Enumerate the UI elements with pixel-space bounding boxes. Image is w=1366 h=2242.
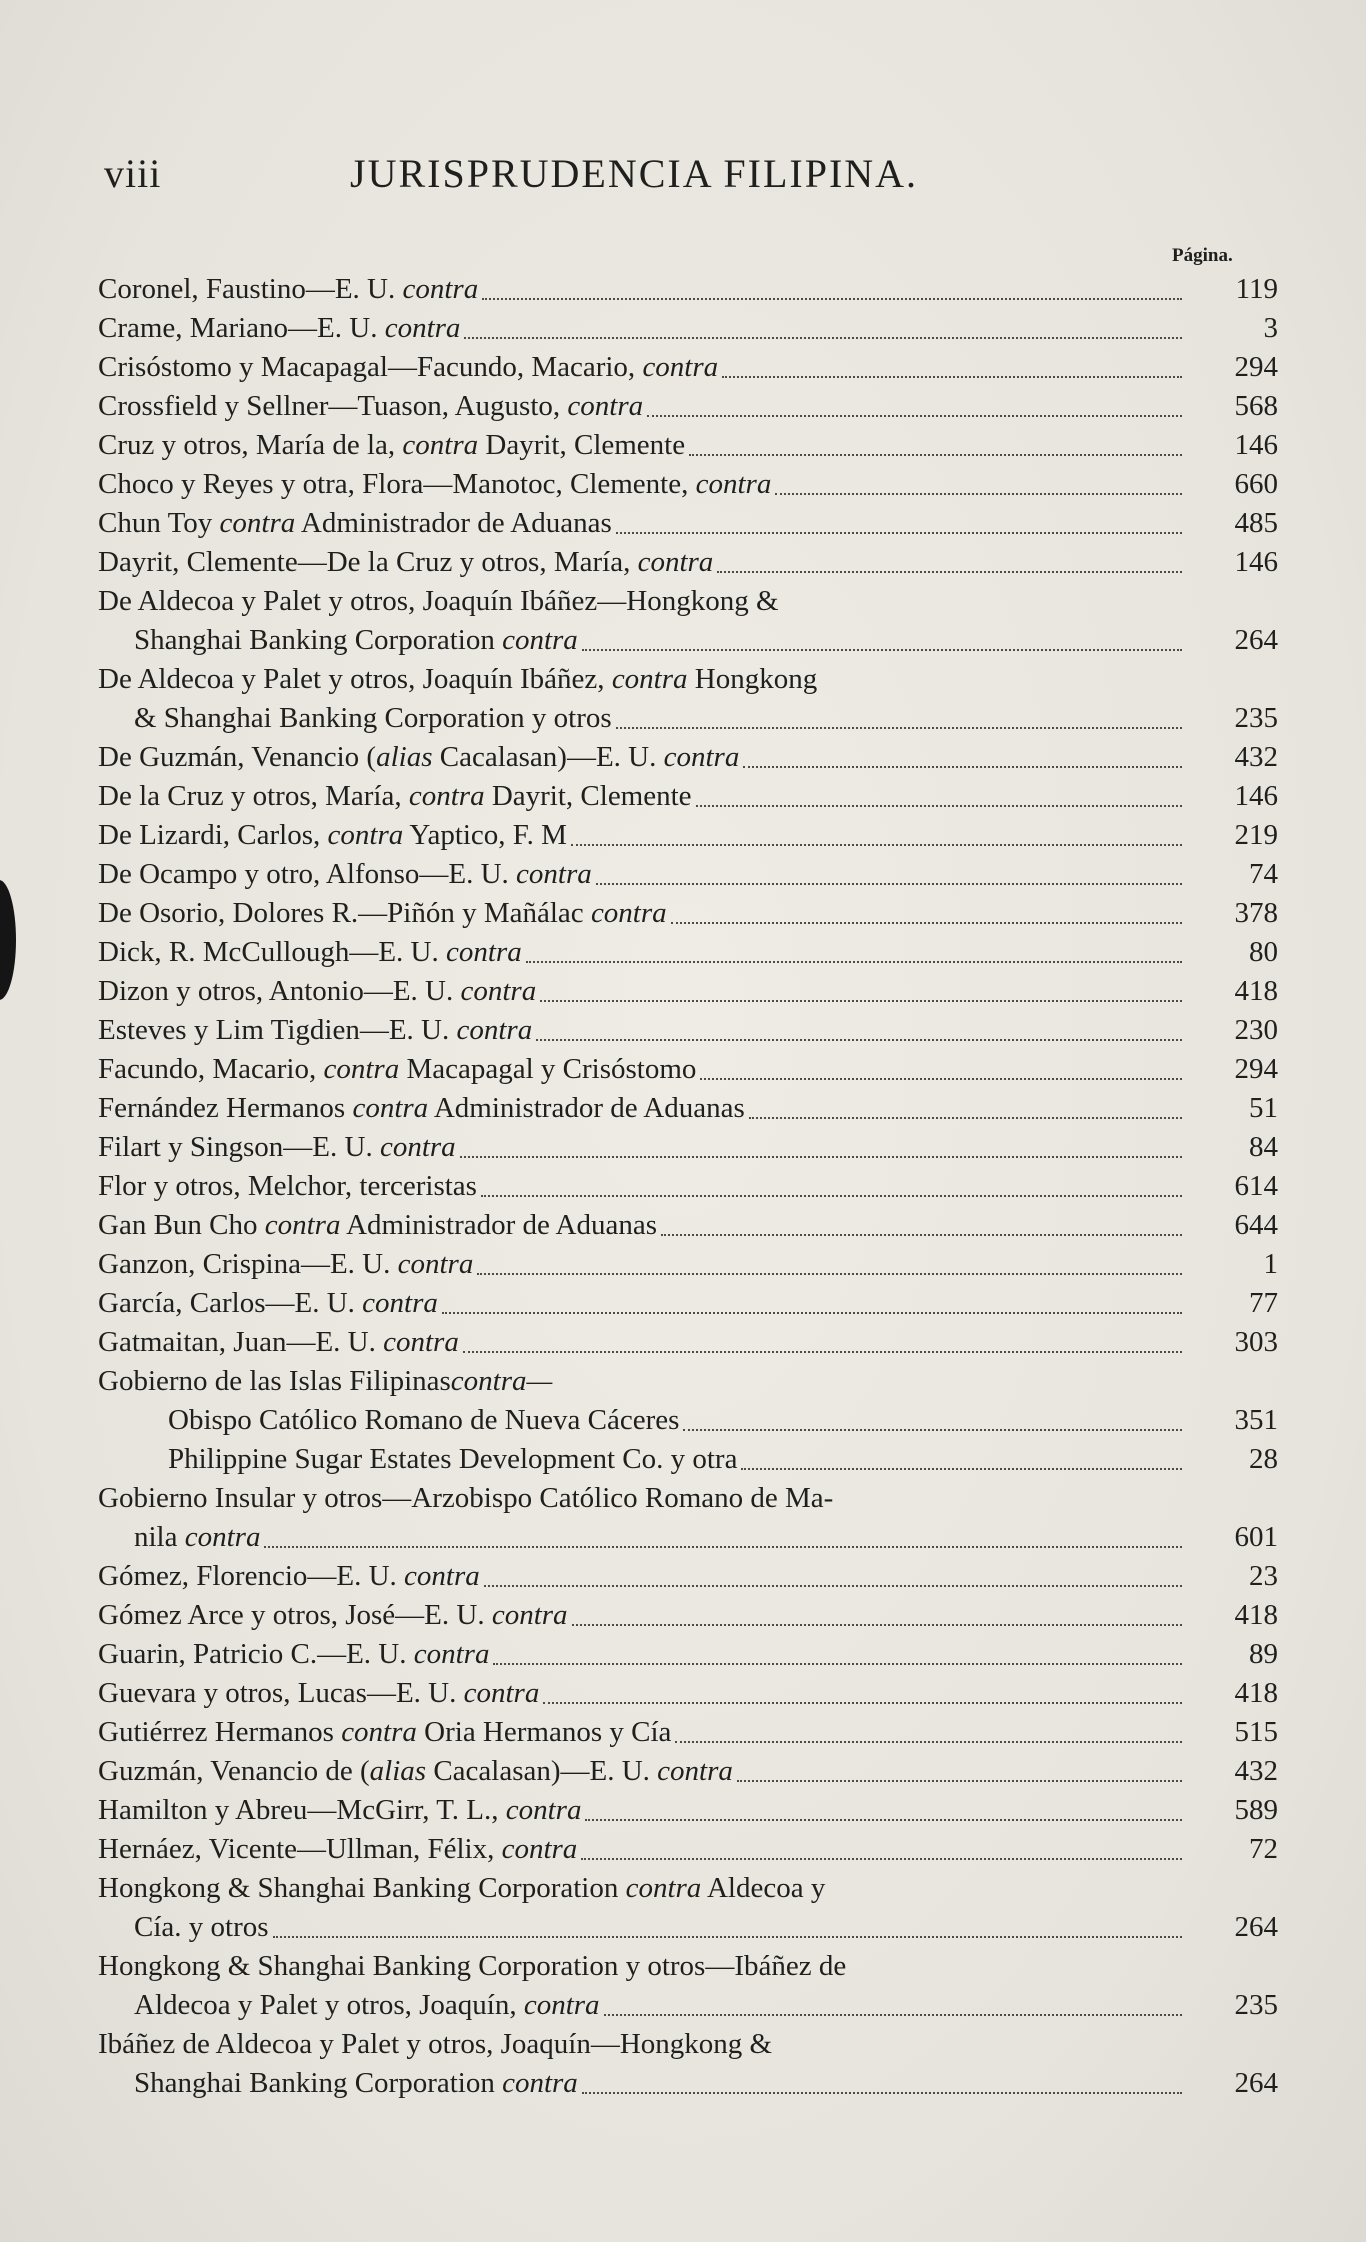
dot-leader [273, 1936, 1182, 1938]
entry-text-wrap [98, 1596, 568, 1635]
entry-line-1 [98, 660, 1278, 699]
dot-leader [543, 1702, 1182, 1704]
page-number: 264 [1234, 1911, 1278, 1943]
entry-text-wrap [98, 738, 739, 777]
page-number: 230 [1234, 1014, 1278, 1046]
index-entry [98, 582, 1278, 660]
entry-italic: contra [590, 897, 667, 929]
entry-text-wrap [98, 855, 592, 894]
entry-line-2 [98, 1908, 1278, 1947]
entry-italic: contra [516, 858, 592, 890]
page-number: 77 [1249, 1287, 1278, 1319]
entry-italic: contra [323, 1053, 400, 1085]
entry-italic: contra [384, 312, 461, 344]
index-subentry [98, 1401, 1278, 1440]
entry-text: De la Cruz y otros, María, [98, 780, 409, 812]
dot-leader [484, 1585, 1182, 1587]
entry-italic: contra [383, 1326, 459, 1358]
entry-text-wrap [98, 387, 643, 426]
dot-leader [689, 454, 1182, 456]
entry-italic: contra [463, 1677, 540, 1709]
entry-text-wrap [98, 426, 685, 465]
entry-text: Guarin, Patricio C.—E. U. [98, 1638, 414, 1670]
page-number: 264 [1234, 624, 1278, 656]
dot-leader [572, 1624, 1182, 1626]
entry-text-wrap [98, 1167, 477, 1206]
entry-text-wrap [134, 2064, 578, 2103]
entry-text: Obispo Católico Romano de Nueva Cáceres [168, 1404, 680, 1436]
page-number: 3 [1263, 312, 1278, 344]
dot-leader [604, 2014, 1182, 2016]
entry-text-wrap [98, 1830, 577, 1869]
dot-leader [675, 1741, 1182, 1743]
page-number: 303 [1234, 1326, 1278, 1358]
page-number: 660 [1234, 468, 1278, 500]
entry-text-wrap [134, 1908, 269, 1947]
index-entry [98, 1635, 1278, 1674]
dot-leader [477, 1273, 1182, 1275]
page-number: 89 [1249, 1638, 1278, 1670]
page-number: 84 [1249, 1131, 1278, 1163]
page-number: 264 [1234, 2067, 1278, 2099]
entry-line-2 [98, 621, 1278, 660]
entry-text: García, Carlos—E. U. [98, 1287, 363, 1319]
entry-text: Cía. y otros [134, 1911, 269, 1943]
entry-text-wrap [98, 1206, 657, 1245]
page-number: 568 [1234, 390, 1278, 422]
entry-italic: contra [352, 1092, 429, 1124]
entry-line-2 [98, 1518, 1278, 1557]
entry-text: Crossfield y Sellner—Tuason, Augusto, [98, 390, 568, 422]
entry-italic: contra [637, 546, 714, 578]
index-entry [98, 1947, 1278, 2025]
case-index [98, 270, 1278, 2103]
index-entry [98, 1089, 1278, 1128]
entry-text-wrap [98, 1011, 532, 1050]
entry-italic: contra [397, 1248, 474, 1280]
entry-italic: contra [408, 780, 485, 812]
page-number: 235 [1234, 1989, 1278, 2021]
entry-text: Dayrit, Clemente [484, 780, 692, 812]
entry-text: Dick, R. McCullough—E. U. [98, 936, 446, 968]
heading-text: Gobierno de las Islas Filipinas [98, 1365, 451, 1397]
entry-text-wrap [98, 1791, 581, 1830]
entry-italic: contra [327, 819, 404, 851]
entry-italic: alias [376, 741, 433, 773]
dot-leader [661, 1234, 1182, 1236]
dot-leader [741, 1468, 1182, 1470]
entry-italic: alias [369, 1755, 427, 1787]
page-number: 432 [1234, 741, 1278, 773]
entry-text-wrap [98, 1245, 473, 1284]
index-entry [98, 1791, 1278, 1830]
entry-text: Hamilton y Abreu—McGirr, T. L., [98, 1794, 506, 1826]
page-number: 418 [1234, 1677, 1278, 1709]
dot-leader [749, 1117, 1182, 1119]
dot-leader [775, 493, 1182, 495]
entry-text: Aldecoa y [701, 1872, 826, 1904]
entry-text: Administrador de Aduanas [295, 507, 612, 539]
dot-leader [463, 1351, 1182, 1353]
entry-italic: contra [611, 663, 688, 695]
entry-text: Fernández Hermanos [98, 1092, 353, 1124]
entry-line-2 [98, 1986, 1278, 2025]
entry-text: Dayrit, Clemente [478, 429, 686, 461]
index-entry [98, 1245, 1278, 1284]
index-entry [98, 972, 1278, 1011]
binding-shadow [0, 880, 16, 1000]
page-number: 418 [1234, 975, 1278, 1007]
dot-leader [743, 766, 1182, 768]
entry-text: Guzmán, Venancio de ( [98, 1755, 370, 1787]
entry-text-wrap [98, 1128, 456, 1167]
page-column-label: Página. [1172, 245, 1233, 266]
dot-leader [481, 1195, 1182, 1197]
page-number: 72 [1249, 1833, 1278, 1865]
entry-text: De Aldecoa y Palet y otros, Joaquín Ibáñez—Hongkong & [98, 585, 779, 617]
entry-text: Flor y otros, Melchor, terceristas [98, 1170, 477, 1202]
entry-text: Crame, Mariano—E. U. [98, 312, 385, 344]
index-entry [98, 1479, 1278, 1557]
index-entry [98, 504, 1278, 543]
entry-text-wrap [98, 1323, 459, 1362]
dot-leader [582, 649, 1182, 651]
page-number: 219 [1234, 819, 1278, 851]
entry-italic: contra [523, 1989, 600, 2021]
entry-line-2 [98, 699, 1278, 738]
entry-line-1 [98, 1947, 1278, 1986]
entry-text-wrap [98, 777, 692, 816]
entry-text: Administrador de Aduanas [340, 1209, 658, 1241]
index-entry [98, 816, 1278, 855]
dot-leader [585, 1819, 1182, 1821]
dot-leader [540, 1000, 1182, 1002]
entry-text-wrap [98, 1089, 745, 1128]
index-entry [98, 1167, 1278, 1206]
entry-text: Gutiérrez Hermanos [98, 1716, 342, 1748]
dot-leader [464, 337, 1182, 339]
entry-text: De Lizardi, Carlos, [98, 819, 328, 851]
entry-italic: contra [219, 507, 296, 539]
page-number: 146 [1234, 429, 1278, 461]
entry-line-1 [98, 2025, 1278, 2064]
entry-text-wrap [98, 309, 460, 348]
index-entry [98, 1869, 1278, 1947]
index-entry [98, 1674, 1278, 1713]
entry-italic: contra [663, 741, 740, 773]
entry-text: Filart y Singson—E. U. [98, 1131, 380, 1163]
dot-leader [264, 1546, 1182, 1548]
entry-text-wrap [168, 1440, 737, 1479]
entry-text: De Ocampo y otro, Alfonso—E. U. [98, 858, 517, 890]
index-entry [98, 543, 1278, 582]
dot-leader [647, 415, 1182, 417]
entry-text-wrap [98, 1635, 489, 1674]
entry-text: Gan Bun Cho [98, 1209, 265, 1241]
page-number: 294 [1234, 351, 1278, 383]
page-number: 23 [1249, 1560, 1278, 1592]
entry-italic: contra [642, 351, 719, 383]
entry-italic: contra [657, 1755, 733, 1787]
entry-text: Gómez, Florencio—E. U. [98, 1560, 405, 1592]
dot-leader [442, 1312, 1182, 1314]
index-entry [98, 1284, 1278, 1323]
page-number: 351 [1234, 1404, 1278, 1436]
entry-text-wrap [134, 1518, 260, 1557]
entry-italic: contra [404, 1560, 480, 1592]
entry-italic: contra [567, 390, 644, 422]
page-number: 378 [1234, 897, 1278, 929]
entry-text: Aldecoa y Palet y otros, Joaquín, [134, 1989, 524, 2021]
index-entry [98, 738, 1278, 777]
dot-leader [571, 844, 1182, 846]
entry-text: Cacalasan)—E. U. [432, 741, 664, 773]
entry-text: Dayrit, Clemente—De la Cruz y otros, María, [98, 546, 638, 578]
heading-italic: contra— [450, 1365, 553, 1397]
page-number: 515 [1234, 1716, 1278, 1748]
dot-leader [581, 1858, 1182, 1860]
entry-italic: contra [695, 468, 772, 500]
entry-italic: contra [341, 1716, 417, 1748]
entry-text-wrap [98, 972, 536, 1011]
page-number: 418 [1234, 1599, 1278, 1631]
entry-line-2 [98, 2064, 1278, 2103]
index-entry [98, 387, 1278, 426]
page-number: 80 [1249, 936, 1278, 968]
index-entry [98, 894, 1278, 933]
entry-text: Hongkong & Shanghai Banking Corporation y otros—Ibáñez de [98, 1950, 847, 1982]
entry-text: Shanghai Banking Corporation [134, 624, 503, 656]
entry-italic: contra [460, 975, 537, 1007]
entry-italic: contra [501, 1833, 578, 1865]
entry-text: Hernáez, Vicente—Ullman, Félix, [98, 1833, 502, 1865]
index-entry [98, 1830, 1278, 1869]
index-entry [98, 270, 1278, 309]
entry-italic: contra [379, 1131, 456, 1163]
entry-text: Philippine Sugar Estates Development Co. y otra [168, 1443, 738, 1475]
index-entry [98, 1713, 1278, 1752]
page-number: 51 [1249, 1092, 1278, 1124]
entry-text: Cruz y otros, María de la, [98, 429, 403, 461]
entry-text-wrap [98, 1284, 438, 1323]
entry-text: Hongkong & Shanghai Banking Corporation [98, 1872, 626, 1904]
dot-leader [536, 1039, 1182, 1041]
dot-leader [700, 1078, 1182, 1080]
entry-text-wrap [98, 1674, 539, 1713]
dot-leader [737, 1780, 1182, 1782]
entry-line-1 [98, 582, 1278, 621]
entry-text-wrap [98, 1557, 480, 1596]
entry-text: Cacalasan)—E. U. [426, 1755, 658, 1787]
index-subentry [98, 1440, 1278, 1479]
index-entry [98, 348, 1278, 387]
entry-text: Crisóstomo y Macapagal—Facundo, Macario, [98, 351, 643, 383]
index-entry [98, 1050, 1278, 1089]
page-number: 119 [1235, 273, 1278, 305]
entry-italic: contra [502, 2067, 578, 2099]
index-entry [98, 1323, 1278, 1362]
dot-leader [683, 1429, 1182, 1431]
dot-leader [696, 805, 1182, 807]
entry-text: Gobierno Insular y otros—Arzobispo Católico Romano de Ma- [98, 1482, 834, 1514]
page-number: 28 [1249, 1443, 1278, 1475]
dot-leader [482, 298, 1182, 300]
index-entry [98, 1011, 1278, 1050]
index-entry [98, 660, 1278, 738]
entry-text: Gatmaitan, Juan—E. U. [98, 1326, 384, 1358]
index-entry [98, 777, 1278, 816]
page-number: 1 [1263, 1248, 1278, 1280]
entry-line-1 [98, 1869, 1278, 1908]
entry-italic: contra [491, 1599, 568, 1631]
entry-text: De Guzmán, Venancio ( [98, 741, 377, 773]
entry-text: Administrador de Aduanas [428, 1092, 745, 1124]
entry-italic: contra [362, 1287, 438, 1319]
page-number: 644 [1234, 1209, 1278, 1241]
entry-italic: contra [402, 429, 479, 461]
index-entry [98, 1128, 1278, 1167]
running-title: JURISPRUDENCIA FILIPINA. [350, 151, 919, 196]
entry-text-wrap [98, 465, 771, 504]
entry-text: Ganzon, Crispina—E. U. [98, 1248, 398, 1280]
entry-text: Ibáñez de Aldecoa y Palet y otros, Joaquín—Hongkong & [98, 2028, 773, 2060]
dot-leader [596, 883, 1182, 885]
page-number: 146 [1234, 546, 1278, 578]
index-entry [98, 1206, 1278, 1245]
page-number: 146 [1234, 780, 1278, 812]
index-entry [98, 1596, 1278, 1635]
page-folio: viii [104, 151, 162, 196]
entry-italic: contra [446, 936, 522, 968]
page-number: 74 [1249, 858, 1278, 890]
page-number: 485 [1234, 507, 1278, 539]
entry-italic: contra [184, 1521, 261, 1553]
entry-text: Oria Hermanos y Cía [416, 1716, 672, 1748]
entry-text: nila [134, 1521, 185, 1553]
dot-leader [582, 2092, 1182, 2094]
page-number: 601 [1234, 1521, 1278, 1553]
index-entry [98, 1557, 1278, 1596]
entry-italic: contra [264, 1209, 341, 1241]
entry-text-wrap [98, 1752, 733, 1791]
dot-leader [616, 727, 1182, 729]
page-number: 235 [1234, 702, 1278, 734]
entry-text-wrap [134, 699, 612, 738]
page-number: 294 [1234, 1053, 1278, 1085]
entry-italic: contra [505, 1794, 582, 1826]
entry-text-wrap [134, 1986, 600, 2025]
entry-text: Hongkong [687, 663, 818, 695]
entry-italic: contra [413, 1638, 490, 1670]
index-entry [98, 426, 1278, 465]
page-number: 614 [1234, 1170, 1278, 1202]
entry-text: Macapagal y Crisóstomo [399, 1053, 697, 1085]
entry-text-wrap [98, 1713, 671, 1752]
index-entry [98, 2025, 1278, 2103]
dot-leader [722, 376, 1182, 378]
entry-text: Guevara y otros, Lucas—E. U. [98, 1677, 464, 1709]
index-heading [98, 1362, 1278, 1401]
index-entry [98, 309, 1278, 348]
index-entry [98, 1752, 1278, 1791]
entry-text: Chun Toy [98, 507, 220, 539]
entry-text-wrap [98, 348, 718, 387]
index-entry [98, 465, 1278, 504]
entry-text-wrap [98, 816, 567, 855]
entry-text: Shanghai Banking Corporation [134, 2067, 503, 2099]
entry-text: De Aldecoa y Palet y otros, Joaquín Ibáñez, [98, 663, 612, 695]
entry-text: & Shanghai Banking Corporation y otros [134, 702, 612, 734]
entry-text-wrap [98, 270, 478, 309]
entry-italic: contra [625, 1872, 702, 1904]
entry-text: De Osorio, Dolores R.—Piñón y Mañálac [98, 897, 591, 929]
entry-italic: contra [456, 1014, 533, 1046]
entry-text-wrap [98, 894, 667, 933]
entry-text: Dizon y otros, Antonio—E. U. [98, 975, 461, 1007]
dot-leader [460, 1156, 1182, 1158]
entry-text-wrap [98, 1050, 696, 1089]
index-entry [98, 933, 1278, 972]
dot-leader [493, 1663, 1182, 1665]
dot-leader [526, 961, 1182, 963]
dot-leader [717, 571, 1182, 573]
index-entry [98, 855, 1278, 894]
entry-line-1 [98, 1479, 1278, 1518]
entry-italic: contra [402, 273, 479, 305]
entry-text: Coronel, Faustino—E. U. [98, 273, 403, 305]
entry-text: Gómez Arce y otros, José—E. U. [98, 1599, 492, 1631]
entry-text-wrap [168, 1401, 679, 1440]
page-number: 589 [1234, 1794, 1278, 1826]
entry-italic: contra [502, 624, 578, 656]
entry-text: Esteves y Lim Tigdien—E. U. [98, 1014, 457, 1046]
entry-text-wrap [134, 621, 578, 660]
page-number: 432 [1234, 1755, 1278, 1787]
entry-text: Choco y Reyes y otra, Flora—Manotoc, Clemente, [98, 468, 696, 500]
entry-text-wrap [98, 933, 522, 972]
entry-text-wrap [98, 543, 713, 582]
dot-leader [671, 922, 1182, 924]
dot-leader [616, 532, 1182, 534]
entry-text: Yaptico, F. M [403, 819, 567, 851]
entry-text-wrap [98, 504, 612, 543]
entry-text: Facundo, Macario, [98, 1053, 324, 1085]
